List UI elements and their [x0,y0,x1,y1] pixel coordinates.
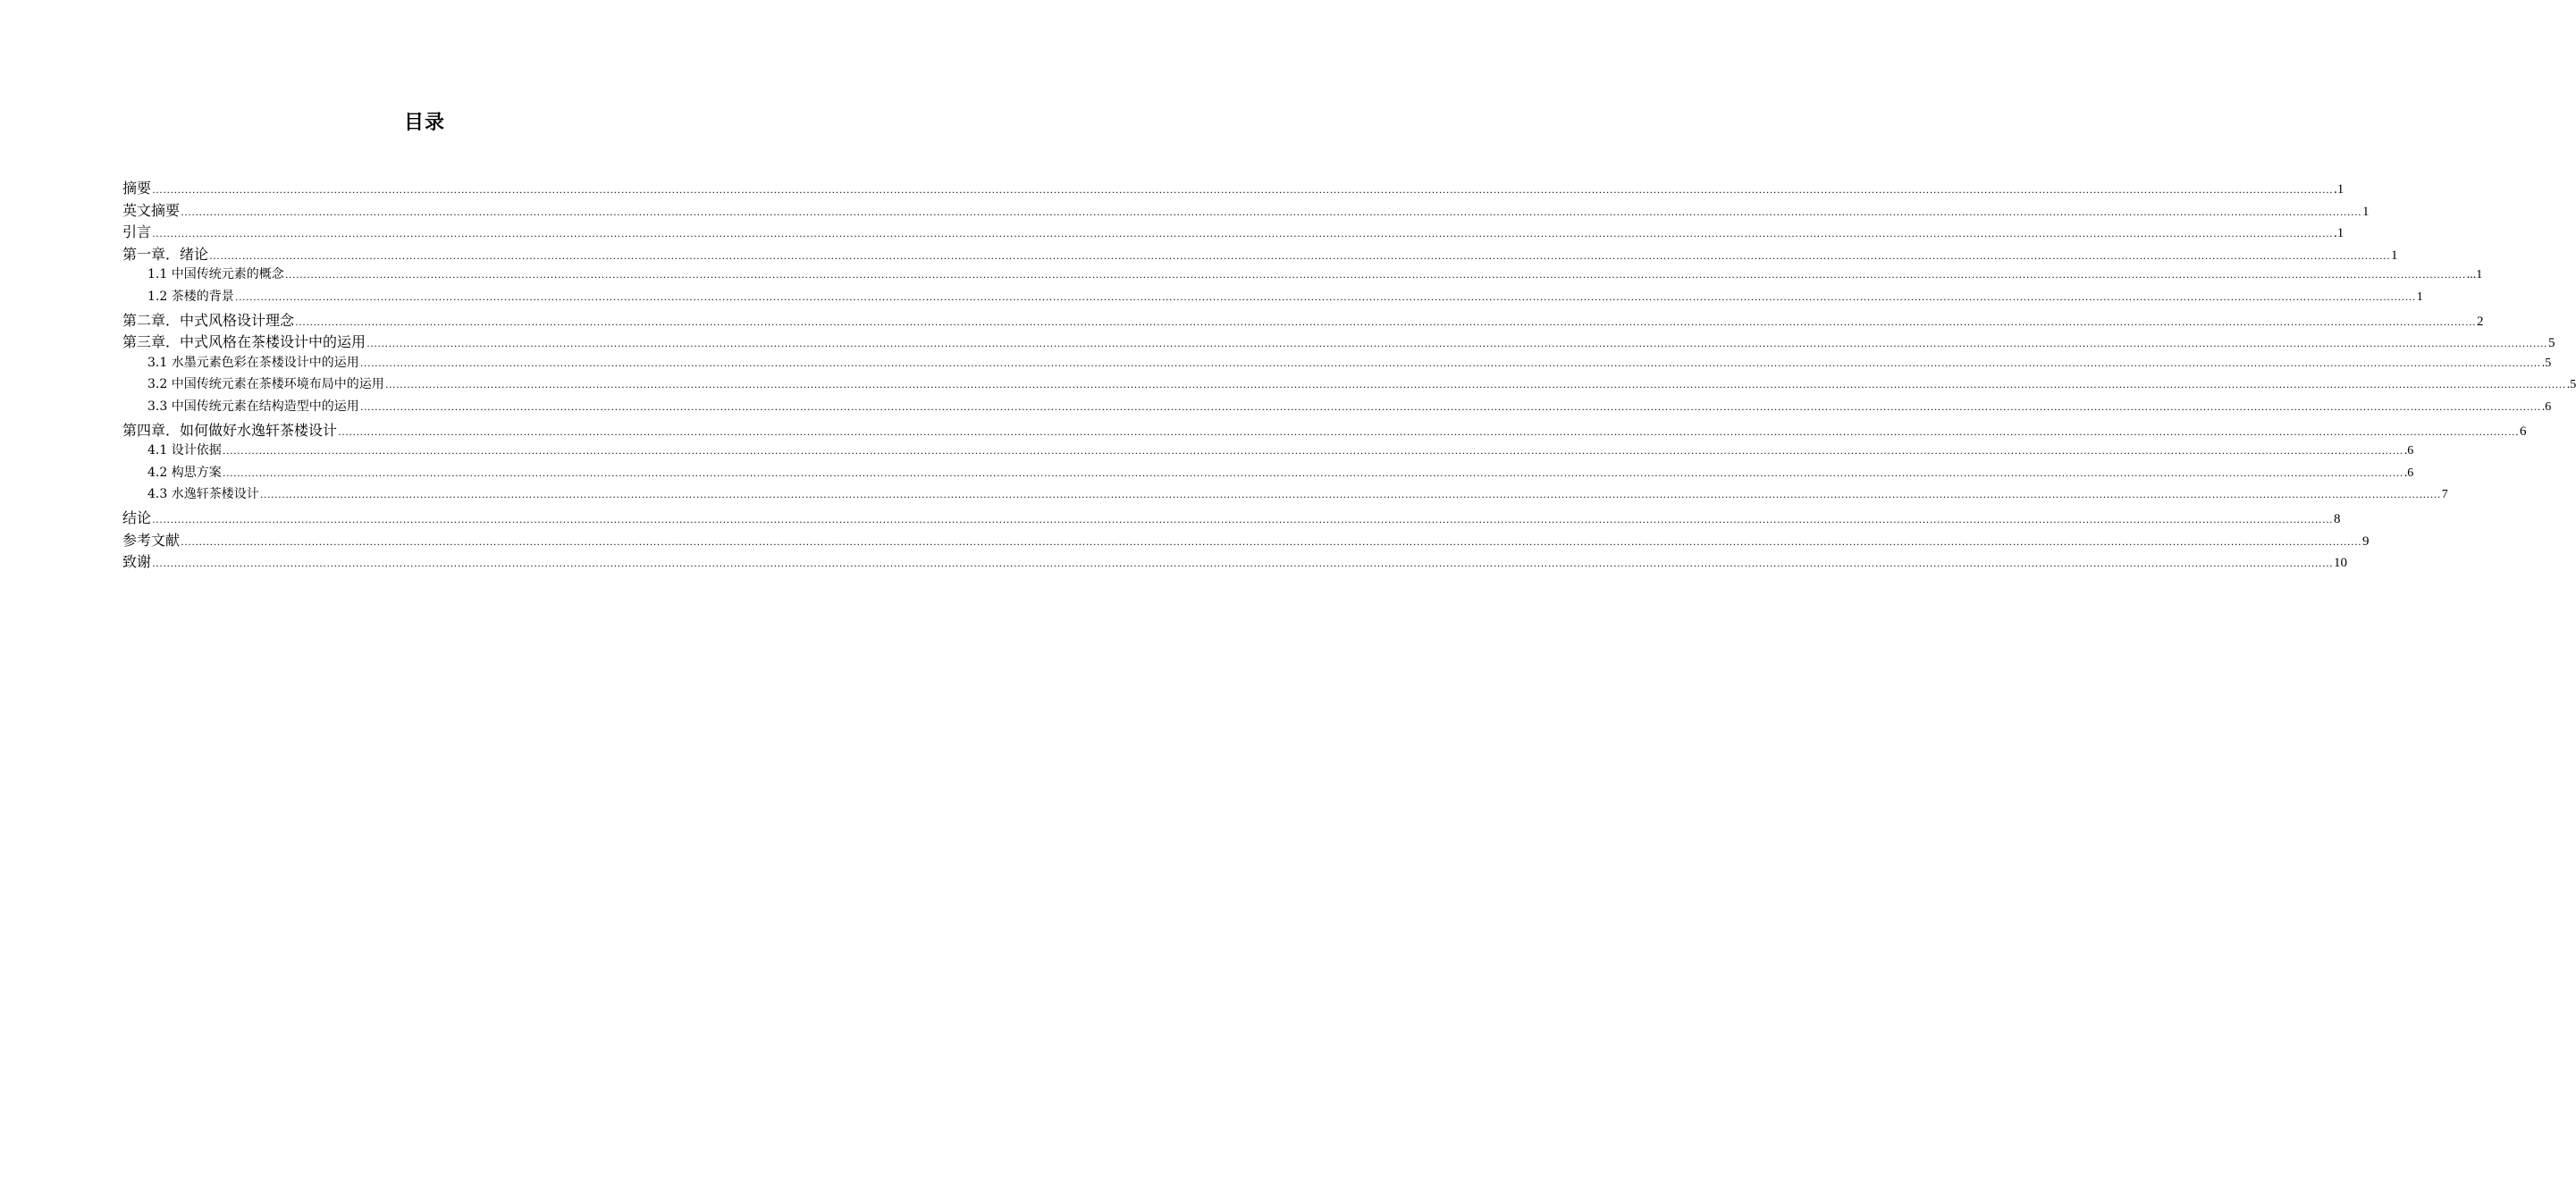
toc-entry-page: 6 [2520,424,2527,439]
toc-leader-dots: …………………………………………………………………………………………………………………………………………………………………………………………………………………………………………………………………………………………………………………………………………………………………………………………………………………………………………………………………………………………………………………………………………………… [384,378,2566,391]
toc-entry-page: .1 [2334,182,2344,197]
toc-entry[interactable] [122,484,2448,507]
toc-leader-dots: …………………………………………………………………………………………………………………………………………………………………………………………………………………………………………………………………………………………………………………………………………………………………………………………………………………………………………………………………………………………………………………………………………………… [222,444,2403,458]
toc-entry[interactable] [122,374,2576,397]
toc-entry-label: 致谢 [122,553,152,571]
toc-entry[interactable] [122,441,2414,463]
table-of-contents [122,177,2576,573]
toc-leader-dots: …………………………………………………………………………………………………………………………………………………………………………………………………………………………………………………………………………………………………………………………………………………………………………………………………………………………………………………………………………………………………………………………………………………… [338,424,2520,438]
toc-entry-page: 8 [2334,511,2341,526]
toc-leader-dots: …………………………………………………………………………………………………………………………………………………………………………………………………………………………………………………………………………………………………………………………………………………………………………………………………………………………………………………………………………………………………………………………………………………… [284,268,2466,281]
toc-entry[interactable] [122,550,2348,573]
toc-entry[interactable] [122,463,2414,485]
toc-entry[interactable] [122,419,2527,441]
toc-entry-page: 2 [2477,314,2484,329]
toc-leader-dots: …………………………………………………………………………………………………………………………………………………………………………………………………………………………………………………………………………………………………………………………………………………………………………………………………………………………………………………………………………………………………………………………………………………… [152,512,2334,525]
toc-entry-label: 英文摘要 [122,201,181,219]
toc-entry[interactable] [122,309,2484,332]
toc-entry-label: 3.1 水墨元素色彩在茶楼设计中的运用 [147,355,359,370]
toc-leader-dots: …………………………………………………………………………………………………………………………………………………………………………………………………………………………………………………………………………………………………………………………………………………………………………………………………………………………………………………………………………………………………………………………………………………… [359,399,2541,413]
toc-leader-dots: …………………………………………………………………………………………………………………………………………………………………………………………………………………………………………………………………………………………………………………………………………………………………………………………………………………………………………………………………………………………………………………………………………………… [295,315,2477,328]
toc-leader-dots: …………………………………………………………………………………………………………………………………………………………………………………………………………………………………………………………………………………………………………………………………………………………………………………………………………………………………………………………………………………………………………………………………………………… [181,534,2362,548]
toc-entry[interactable] [122,221,2344,243]
toc-entry-label: 引言 [122,223,152,241]
toc-entry-page: .6 [2403,444,2414,458]
toc-leader-dots: …………………………………………………………………………………………………………………………………………………………………………………………………………………………………………………………………………………………………………………………………………………………………………………………………………………………………………………………………………………………………………………………………………………… [152,557,2334,570]
toc-entry-page: 10 [2334,556,2348,571]
toc-leader-dots: …………………………………………………………………………………………………………………………………………………………………………………………………………………………………………………………………………………………………………………………………………………………………………………………………………………………………………………………………………………………………………………………………………………… [152,183,2334,196]
toc-leader-dots: …………………………………………………………………………………………………………………………………………………………………………………………………………………………………………………………………………………………………………………………………………………………………………………………………………………………………………………………………………………………………………………………………………………… [259,488,2441,501]
toc-leader-dots: …………………………………………………………………………………………………………………………………………………………………………………………………………………………………………………………………………………………………………………………………………………………………………………………………………………………………………………………………………………………………………………………………………………… [366,337,2548,350]
toc-entry-label: 第二章．中式风格设计理念 [122,311,295,329]
toc-entry-page: .6 [2403,466,2414,480]
toc-entry-label: 第四章．如何做好水逸轩茶楼设计 [122,421,338,439]
toc-entry-label: 3.2 中国传统元素在茶楼环境布局中的运用 [147,377,384,392]
toc-entry-page: 1 [2391,248,2398,263]
toc-entry[interactable] [122,265,2483,287]
toc-leader-dots: …………………………………………………………………………………………………………………………………………………………………………………………………………………………………………………………………………………………………………………………………………………………………………………………………………………………………………………………………………………………………………………………………………………… [209,248,2391,262]
toc-entry-label: 1.2 茶楼的背景 [147,289,234,304]
toc-entry[interactable] [122,199,2370,222]
toc-entry-label: 摘要 [122,180,152,197]
toc-entry-page: 5 [2548,336,2555,351]
toc-entry[interactable] [122,507,2341,529]
toc-leader-dots: …………………………………………………………………………………………………………………………………………………………………………………………………………………………………………………………………………………………………………………………………………………………………………………………………………………………………………………………………………………………………………………………………………………… [234,290,2416,303]
toc-entry-label: 4.3 水逸轩茶楼设计 [147,487,259,502]
toc-entry-label: 参考文献 [122,531,181,549]
toc-leader-dots: …………………………………………………………………………………………………………………………………………………………………………………………………………………………………………………………………………………………………………………………………………………………………………………………………………………………………………………………………………………………………………………………………………………… [152,227,2334,240]
toc-entry-page: 7 [2441,488,2448,502]
toc-entry-page: .5 [2566,378,2576,392]
toc-leader-dots: …………………………………………………………………………………………………………………………………………………………………………………………………………………………………………………………………………………………………………………………………………………………………………………………………………………………………………………………………………………………………………………………………………………… [222,466,2403,479]
toc-entry-label: 第一章．绪论 [122,245,209,263]
toc-entry[interactable] [122,243,2398,265]
toc-entry-label: 4.1 设计依据 [147,443,222,458]
toc-entry-page: 1 [2416,290,2423,304]
toc-entry[interactable] [122,331,2555,353]
toc-leader-dots: …………………………………………………………………………………………………………………………………………………………………………………………………………………………………………………………………………………………………………………………………………………………………………………………………………………………………………………………………………………………………………………………………………………… [359,356,2541,369]
toc-entry-page: .6 [2541,399,2552,414]
toc-entry[interactable] [122,177,2344,199]
toc-entry-label: 结论 [122,508,152,526]
page-title: 目录 [403,112,445,134]
toc-entry-page: 9 [2362,533,2370,549]
toc-entry-label: 4.2 构思方案 [147,465,222,480]
toc-entry[interactable] [122,287,2423,309]
toc-entry-label: 第三章．中式风格在茶楼设计中的运用 [122,333,366,351]
toc-entry-page: .1 [2334,226,2344,241]
toc-entry[interactable] [122,397,2552,419]
toc-entry-page: 1 [2362,204,2370,219]
toc-entry-label: 1.1 中国传统元素的概念 [147,267,284,282]
toc-entry-label: 3.3 中国传统元素在结构造型中的运用 [147,399,359,414]
toc-entry[interactable] [122,353,2552,375]
toc-entry[interactable] [122,529,2370,551]
toc-entry-page: .5 [2541,356,2552,370]
toc-entry-page: ...1 [2466,268,2483,282]
toc-leader-dots: …………………………………………………………………………………………………………………………………………………………………………………………………………………………………………………………………………………………………………………………………………………………………………………………………………………………………………………………………………………………………………………………………………………… [181,205,2362,218]
